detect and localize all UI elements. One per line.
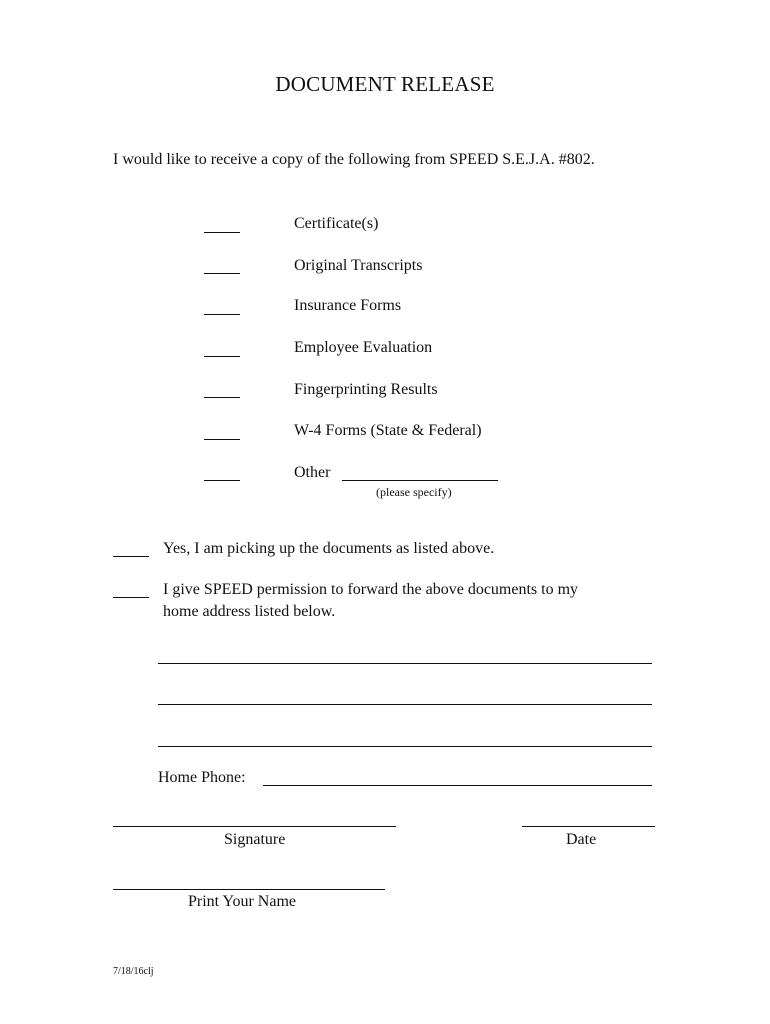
home-phone-label: Home Phone:: [158, 769, 246, 786]
page-title: DOCUMENT RELEASE: [275, 72, 495, 96]
footer-revision: 7/18/16clj: [113, 966, 154, 977]
item-label-certificates: Certificate(s): [294, 215, 379, 232]
forward-text-line1: I give SPEED permission to forward the above documents to my: [163, 581, 579, 598]
intro-text: I would like to receive a copy of the following from SPEED S.E.J.A. #802.: [113, 151, 595, 168]
item-blank-transcripts[interactable]: [204, 273, 240, 274]
item-blank-other[interactable]: [204, 480, 240, 481]
item-label-fingerprinting: Fingerprinting Results: [294, 381, 438, 398]
pickup-blank[interactable]: [113, 556, 149, 557]
forward-text-line2: home address listed below.: [163, 603, 336, 620]
item-blank-fingerprinting[interactable]: [204, 397, 240, 398]
address-line-2[interactable]: [158, 704, 652, 705]
other-specify-field[interactable]: [342, 480, 498, 481]
signature-label: Signature: [224, 831, 286, 848]
item-label-w4: W-4 Forms (State & Federal): [294, 422, 482, 439]
item-label-transcripts: Original Transcripts: [294, 257, 423, 274]
item-blank-certificates[interactable]: [204, 232, 240, 233]
home-phone-field[interactable]: [263, 785, 652, 786]
forward-blank[interactable]: [113, 597, 149, 598]
other-specify-hint: (please specify): [376, 485, 452, 499]
address-line-1[interactable]: [158, 663, 652, 664]
address-line-3[interactable]: [158, 746, 652, 747]
item-blank-evaluation[interactable]: [204, 356, 240, 357]
date-label: Date: [566, 831, 597, 848]
date-field[interactable]: [522, 826, 655, 827]
item-label-evaluation: Employee Evaluation: [294, 339, 433, 356]
print-name-label: Print Your Name: [188, 893, 297, 910]
item-blank-insurance[interactable]: [204, 314, 240, 315]
item-blank-w4[interactable]: [204, 439, 240, 440]
item-label-other: Other: [294, 464, 331, 481]
signature-field[interactable]: [113, 826, 396, 827]
item-label-insurance: Insurance Forms: [294, 297, 402, 314]
pickup-text: Yes, I am picking up the documents as listed above.: [163, 540, 495, 557]
print-name-field[interactable]: [113, 889, 385, 890]
